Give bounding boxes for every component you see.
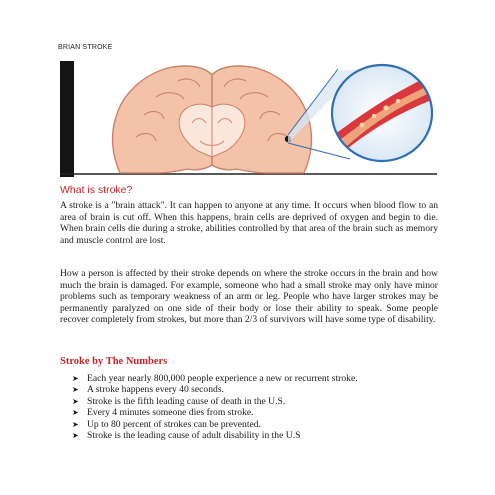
arrow-bullet-icon: ➤ [72,408,79,418]
fact-text: Up to 80 percent of strokes can be prevented. [87,418,261,430]
section-title-what-is-stroke: What is stroke? [60,184,133,196]
paragraph-definition: A stroke is a "brain attack". It can happen to anyone at any time. It occurs when blood flow to an area of brain is cut off. When this happens, brain cells are deprived of oxygen and begin to die. When brain cells die during a stroke, abilities controlled by that area of the brain such as memory and muscle control are lost. [60,200,438,246]
brain-cross-section-illustration [60,61,437,177]
page-header-label: BRIAN STROKE [58,44,113,51]
list-item [72,419,442,430]
fact-text: Stroke is the fifth leading cause of death in the U.S. [87,395,286,407]
fact-text: Every 4 minutes someone dies from stroke. [87,407,254,419]
list-item [72,430,442,441]
list-item [72,407,442,418]
arrow-bullet-icon: ➤ [72,385,79,395]
paragraph-effects: How a person is affected by their stroke depends on where the stroke occurs in the brain and how much the brain is damaged. For example, someone who had a small stroke may only have minor problems such as temporary weakness of an arm or leg. People who have larger strokes may be permanently paralyzed on one side of their body or lose their ability to speak. Some people recover completely from strokes, but more than 2/3 of survivors will have some type of disability. [60,268,438,326]
fact-text: Stroke is the leading cause of adult disability in the U.S [87,430,301,442]
subheading-stroke-numbers: Stroke by The Numbers [60,356,168,367]
arrow-bullet-icon: ➤ [72,374,79,383]
facts-list [72,373,442,441]
hero-illustration [60,61,437,177]
list-item [72,384,442,395]
fact-text: A stroke happens every 40 seconds. [87,384,224,396]
list-item [72,396,442,407]
arrow-bullet-icon: ➤ [72,431,79,441]
arrow-bullet-icon: ➤ [72,396,79,406]
fact-text: Each year nearly 800,000 people experience a new or recurrent stroke. [87,373,358,384]
arrow-bullet-icon: ➤ [72,419,79,429]
list-item [72,373,442,384]
brain-icon [113,66,312,173]
